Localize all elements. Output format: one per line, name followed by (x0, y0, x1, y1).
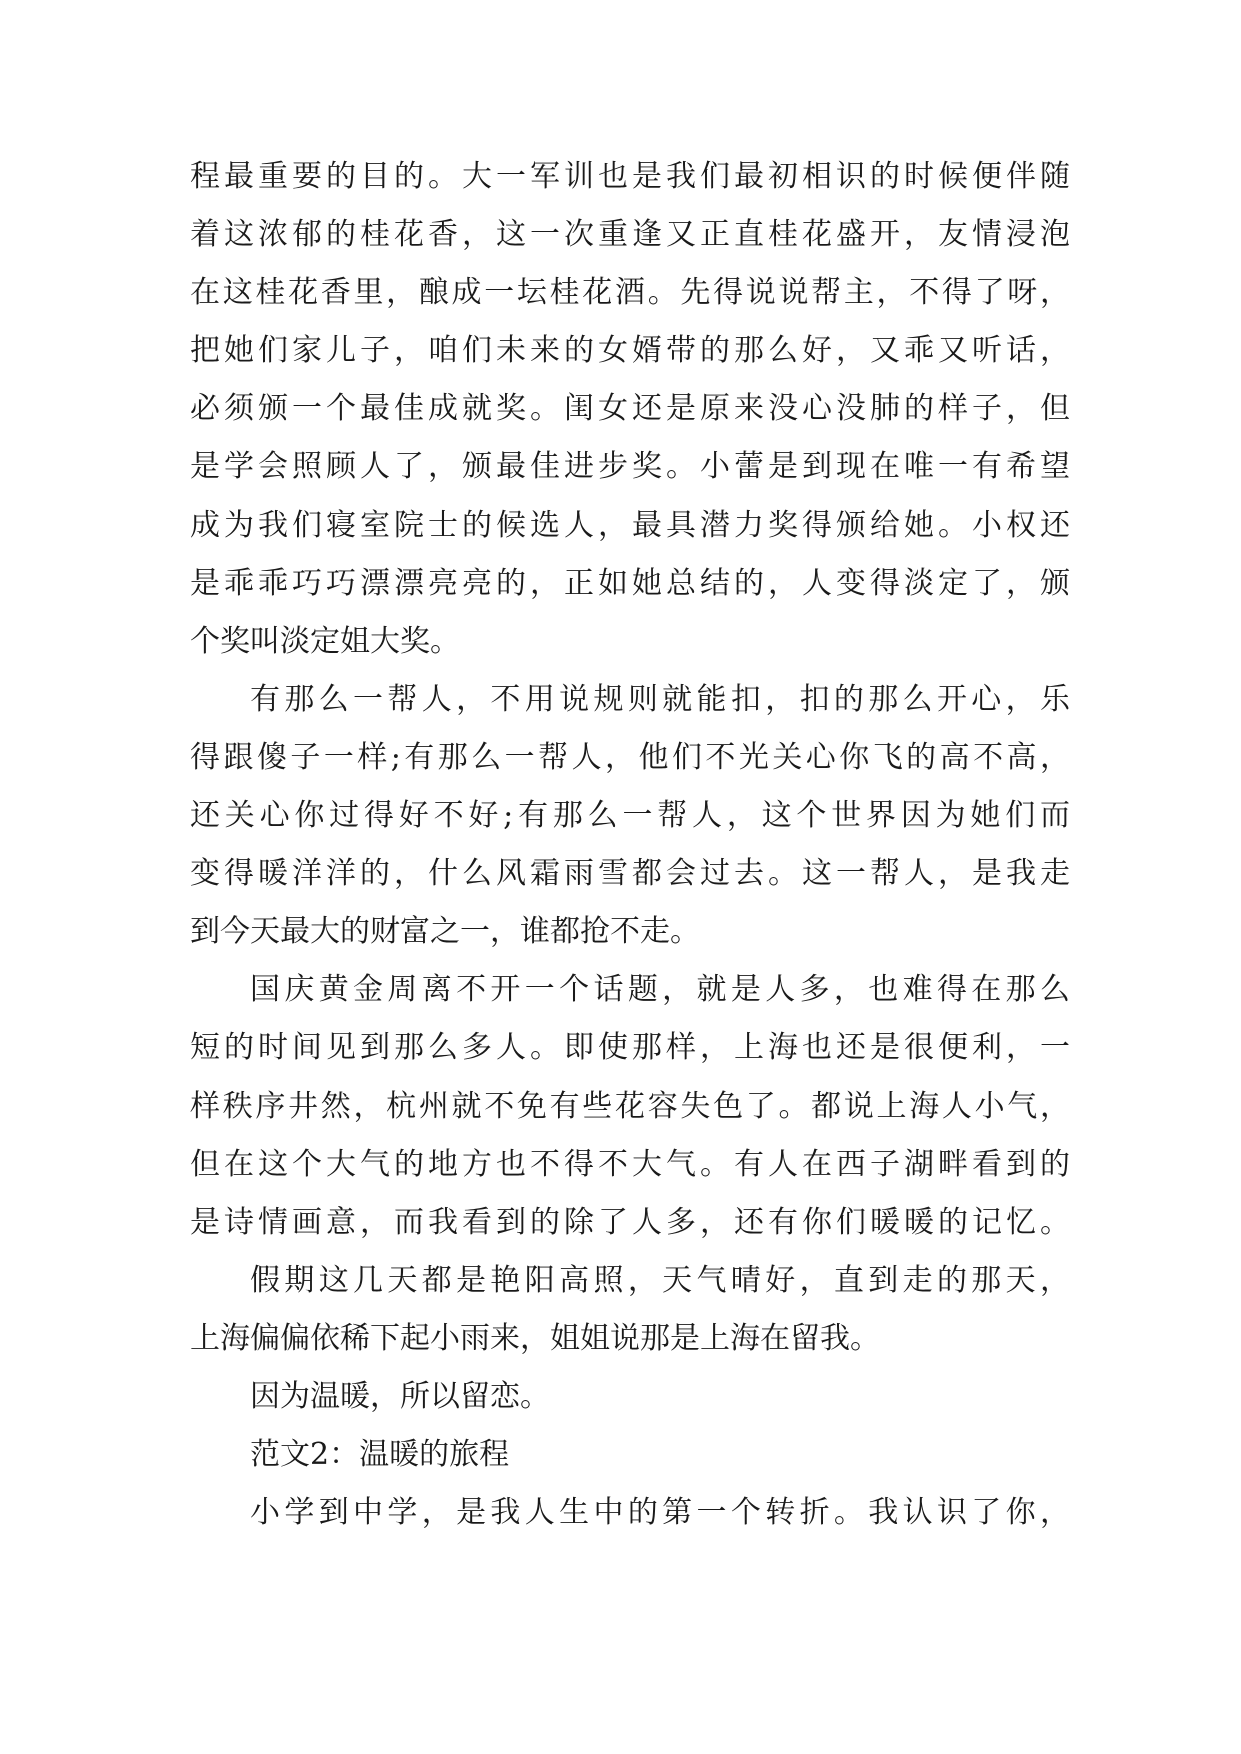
text-line: 个奖叫淡定姐大奖。 (190, 623, 460, 659)
paragraph-start-line: 因为温暖，所以留恋。 (250, 1378, 550, 1414)
text-line: 到今天最大的财富之一，谁都抢不走。 (190, 914, 700, 950)
text-line: 是诗情画意，而我看到的除了人多，还有你们暖暖的记忆。 (190, 1204, 1070, 1240)
text-line: 变得暖洋洋的，什么风霜雨雪都会过去。这一帮人，是我走 (190, 856, 1070, 892)
text-line: 着这浓郁的桂花香，这一次重逢又正直桂花盛开，友情浸泡 (190, 217, 1070, 253)
document-body (190, 148, 1070, 1542)
text-line: 成为我们寝室院士的候选人，最具潜力奖得颁给她。小权还 (190, 507, 1070, 543)
text-line: 上海偏偏依稀下起小雨来，姐姐说那是上海在留我。 (190, 1320, 880, 1356)
text-line: 还关心你过得好不好;有那么一帮人，这个世界因为她们而 (190, 798, 1070, 834)
text-line: 但在这个大气的地方也不得不大气。有人在西子湖畔看到的 (190, 1146, 1070, 1182)
text-line: 样秩序井然，杭州就不免有些花容失色了。都说上海人小气， (190, 1088, 1070, 1124)
text-line: 必须颁一个最佳成就奖。闺女还是原来没心没肺的样子，但 (190, 391, 1070, 427)
paragraph-start-line: 有那么一帮人，不用说规则就能扣，扣的那么开心，乐 (250, 681, 1070, 717)
text-line: 短的时间见到那么多人。即使那样，上海也还是很便利，一 (190, 1030, 1070, 1066)
text-line: 得跟傻子一样;有那么一帮人，他们不光关心你飞的高不高， (190, 739, 1070, 775)
text-line: 程最重要的目的。大一军训也是我们最初相识的时候便伴随 (190, 159, 1070, 194)
text-line: 把她们家儿子，咱们未来的女婿带的那么好，又乖又听话， (190, 333, 1070, 369)
text-line: 是学会照顾人了，颁最佳进步奖。小蕾是到现在唯一有希望 (190, 449, 1070, 485)
section-heading: 范文2：温暖的旅程 (250, 1437, 510, 1473)
paragraph-start-line: 小学到中学，是我人生中的第一个转折。我认识了你， (250, 1495, 1070, 1531)
paragraph-start-line: 假期这几天都是艳阳高照，天气晴好，直到走的那天， (250, 1262, 1070, 1298)
text-line: 在这桂花香里，酿成一坛桂花酒。先得说说帮主，不得了呀， (190, 275, 1070, 311)
paragraph-start-line: 国庆黄金周离不开一个话题，就是人多，也难得在那么 (250, 972, 1070, 1008)
text-line: 是乖乖巧巧漂漂亮亮的，正如她总结的，人变得淡定了，颁 (190, 565, 1070, 601)
